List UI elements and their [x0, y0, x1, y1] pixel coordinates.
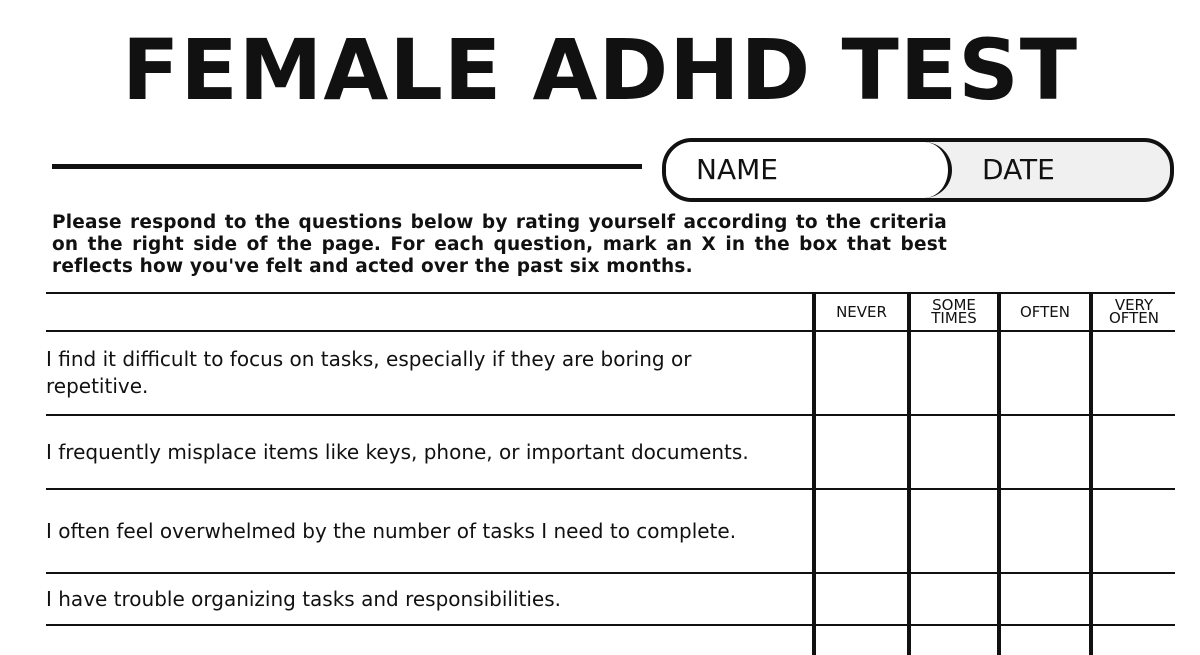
name-label: NAME [696, 153, 778, 186]
rating-table [46, 292, 1175, 655]
checkbox-sometimes[interactable] [909, 331, 999, 415]
checkbox-often[interactable] [999, 489, 1091, 573]
checkbox-never[interactable] [814, 415, 909, 489]
checkbox-often[interactable] [999, 415, 1091, 489]
table-header-row [46, 293, 1175, 331]
option-header-label: SOME [932, 296, 976, 314]
name-write-line[interactable] [52, 164, 642, 169]
checkbox-very-often[interactable] [1091, 489, 1175, 573]
table-row [46, 573, 1175, 625]
name-field[interactable] [666, 142, 952, 198]
option-header-label: OFTEN [1019, 302, 1071, 321]
table-row [46, 331, 1175, 415]
checkbox-very-often[interactable] [1091, 415, 1175, 489]
option-header-label: NEVER [836, 302, 887, 321]
table-row [46, 415, 1175, 489]
question-text: I often feel overwhelmed by the number of tasks I need to complete. [46, 489, 814, 573]
checkbox-very-often[interactable] [1091, 573, 1175, 625]
checkbox-never[interactable] [814, 573, 909, 625]
date-field[interactable] [982, 142, 1055, 198]
option-header-never [814, 293, 909, 331]
checkbox-very-often[interactable] [1091, 331, 1175, 415]
instructions-text: Please respond to the questions below by rating yourself according to the criteria on the right side of the page. For each question, mark an X in the box that best reflects how you've felt and acted over the past six months. [52, 212, 947, 277]
question-column-header [46, 293, 814, 331]
checkbox-sometimes[interactable] [909, 573, 999, 625]
checkbox-never[interactable] [814, 331, 909, 415]
checkbox-often[interactable] [999, 573, 1091, 625]
option-header-sometimes [909, 293, 999, 331]
table-row [46, 489, 1175, 573]
date-label: DATE [982, 153, 1055, 186]
option-header-often [999, 293, 1091, 331]
checkbox-often[interactable] [999, 331, 1091, 415]
checkbox-very-often[interactable] [1091, 625, 1175, 655]
checkbox-sometimes[interactable] [909, 489, 999, 573]
checkbox-never[interactable] [814, 625, 909, 655]
option-header-label: VERY [1114, 296, 1154, 314]
option-header-very-often [1091, 293, 1175, 331]
question-text: I find it difficult to focus on tasks, especially if they are boring or repetitive. [46, 331, 814, 415]
question-text: I have trouble organizing tasks and responsibilities. [46, 573, 814, 625]
question-text [46, 625, 814, 655]
option-header-label: OFTEN [1108, 309, 1160, 327]
table-row [46, 625, 1175, 655]
page-title: FEMALE ADHD TEST [122, 21, 1078, 119]
checkbox-never[interactable] [814, 489, 909, 573]
checkbox-often[interactable] [999, 625, 1091, 655]
option-header-label: TIMES [931, 309, 977, 327]
checkbox-sometimes[interactable] [909, 415, 999, 489]
question-text: I frequently misplace items like keys, phone, or important documents. [46, 415, 814, 489]
checkbox-sometimes[interactable] [909, 625, 999, 655]
name-date-field [662, 138, 1174, 202]
